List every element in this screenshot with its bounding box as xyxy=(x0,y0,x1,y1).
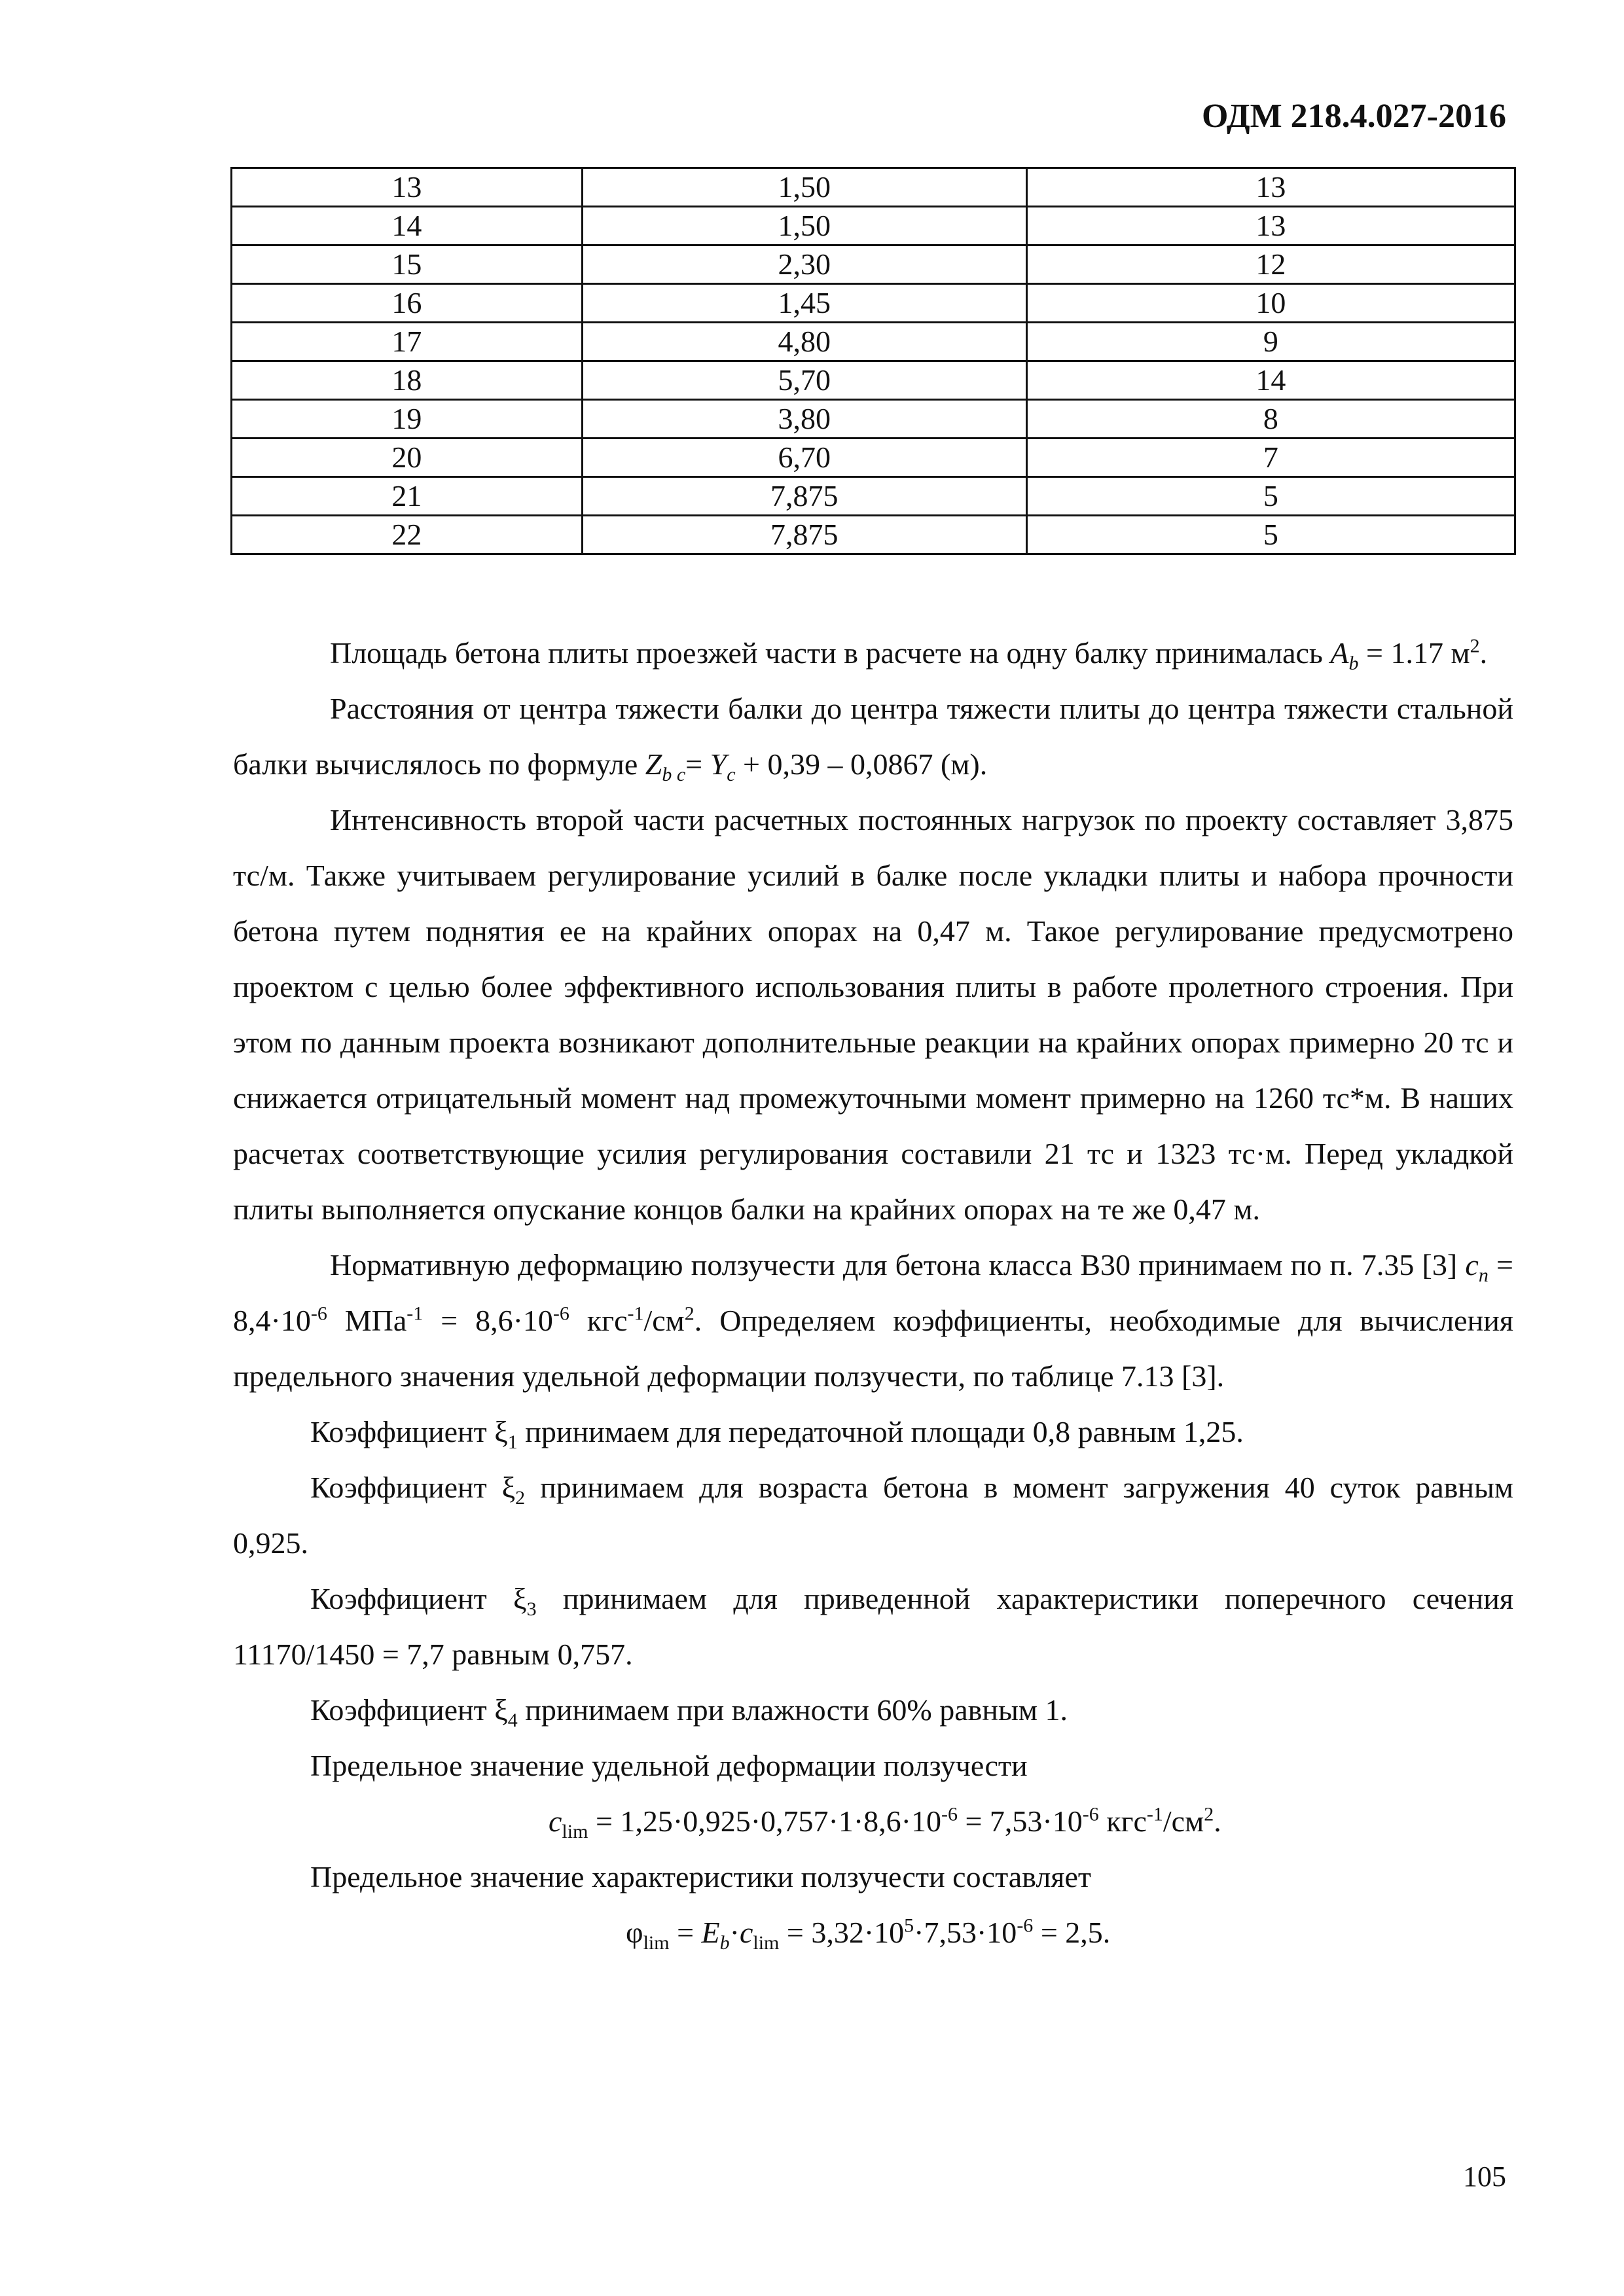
table-cell: 9 xyxy=(1026,323,1515,361)
sup: -1 xyxy=(1146,1803,1163,1825)
text: . Определяем коэффициенты, необходимые для вычисления предельного значения удельной деформации ползучести, по таблице 7.13 [3]. xyxy=(233,1304,1513,1393)
sup: -6 xyxy=(552,1302,569,1325)
table-cell: 21 xyxy=(232,477,583,516)
table-cell: 13 xyxy=(1026,207,1515,245)
text: = 3,32·10 xyxy=(779,1916,905,1949)
sup: 2 xyxy=(684,1302,695,1325)
paragraph-concrete-area xyxy=(233,625,1513,681)
table-cell: 3,80 xyxy=(582,400,1026,439)
table-row xyxy=(232,168,1515,207)
sub: 3 xyxy=(526,1598,537,1621)
table-row xyxy=(232,477,1515,516)
table-cell: 13 xyxy=(1026,168,1515,207)
text: Коэффициент ξ xyxy=(310,1415,508,1448)
data-table xyxy=(230,167,1516,555)
sub: 2 xyxy=(515,1487,526,1509)
sub: n xyxy=(1478,1265,1489,1287)
table-body xyxy=(232,168,1515,554)
table-cell: 10 xyxy=(1026,284,1515,323)
document-code: ОДМ 218.4.027-2016 xyxy=(1201,98,1506,135)
table-cell: 1,50 xyxy=(582,168,1026,207)
table-cell: 19 xyxy=(232,400,583,439)
table-cell: 5,70 xyxy=(582,361,1026,400)
text: . xyxy=(1479,636,1488,670)
sub: lim xyxy=(562,1821,588,1843)
table-cell: 20 xyxy=(232,439,583,477)
table-row xyxy=(232,284,1515,323)
table-cell: 8 xyxy=(1026,400,1515,439)
paragraph-xi1 xyxy=(233,1404,1513,1460)
table-cell: 18 xyxy=(232,361,583,400)
text: = 8,4·10 xyxy=(233,1248,1513,1337)
sup: -6 xyxy=(1082,1803,1099,1825)
var-phi: φ xyxy=(626,1916,643,1949)
paragraph-xi3 xyxy=(233,1571,1513,1682)
table-cell: 13 xyxy=(232,168,583,207)
table-cell: 5 xyxy=(1026,477,1515,516)
table-cell: 17 xyxy=(232,323,583,361)
table-cell: 14 xyxy=(1026,361,1515,400)
sub: b xyxy=(719,1932,730,1954)
paragraph-limit-intro: Предельное значение удельной деформации ползучести xyxy=(310,1749,1028,1782)
sup: 2 xyxy=(1204,1803,1214,1825)
body-text xyxy=(233,625,1513,1960)
paragraph-xi2 xyxy=(233,1460,1513,1571)
var-e: E xyxy=(701,1916,720,1949)
paragraph-creep-deformation xyxy=(233,1237,1513,1404)
sup: -6 xyxy=(310,1302,327,1325)
formula-phi-lim xyxy=(233,1905,1513,1960)
text: · xyxy=(729,1916,740,1949)
text: + 0,39 – 0,0867 (м). xyxy=(735,747,988,781)
table-row xyxy=(232,245,1515,284)
var-y: Y xyxy=(710,747,727,781)
page-number: 105 xyxy=(1463,2161,1506,2193)
paragraph-xi4 xyxy=(233,1682,1513,1738)
sub: lim xyxy=(753,1932,780,1954)
table-cell: 7,875 xyxy=(582,477,1026,516)
table-cell: 7 xyxy=(1026,439,1515,477)
paragraph-distance-formula xyxy=(233,681,1513,792)
text: Коэффициент ξ xyxy=(310,1582,527,1615)
formula-c-lim xyxy=(233,1793,1513,1849)
table-cell: 1,45 xyxy=(582,284,1026,323)
table-row xyxy=(232,323,1515,361)
text: принимаем для приведенной характеристики поперечного сечения 11170/1450 = 7,7 равным 0,757. xyxy=(233,1582,1513,1671)
text: . xyxy=(1214,1804,1221,1838)
table-cell: 6,70 xyxy=(582,439,1026,477)
sup: -1 xyxy=(627,1302,644,1325)
text: кгс xyxy=(1098,1804,1147,1838)
var-z: Z xyxy=(645,747,662,781)
table-cell: 12 xyxy=(1026,245,1515,284)
table-cell: 14 xyxy=(232,207,583,245)
text: Расстояния от центра тяжести балки до центра тяжести плиты до центра тяжести стальной балки вычислялось по формуле xyxy=(233,692,1513,781)
text: /см xyxy=(643,1304,685,1337)
text: МПа xyxy=(327,1304,407,1337)
var-c: c xyxy=(739,1916,753,1949)
table-cell: 16 xyxy=(232,284,583,323)
table-row xyxy=(232,361,1515,400)
text: = 7,53·10 xyxy=(957,1804,1083,1838)
text: = 1.17 м xyxy=(1358,636,1470,670)
sub: b c xyxy=(662,764,686,786)
text: = 8,6·10 xyxy=(423,1304,553,1337)
var-c: c xyxy=(549,1804,562,1838)
table-row xyxy=(232,516,1515,554)
sub: c xyxy=(727,764,736,786)
text: принимаем для передаточной площади 0,8 равным 1,25. xyxy=(517,1415,1244,1448)
paragraph-phi-intro: Предельное значение характеристики ползучести составляет xyxy=(310,1860,1091,1893)
sup: -6 xyxy=(941,1803,958,1825)
sup: -6 xyxy=(1017,1914,1034,1937)
table-cell: 4,80 xyxy=(582,323,1026,361)
text: = 1,25·0,925·0,757·1·8,6·10 xyxy=(588,1804,941,1838)
table-cell: 2,30 xyxy=(582,245,1026,284)
table-row xyxy=(232,439,1515,477)
text: Коэффициент ξ xyxy=(310,1693,508,1727)
sup: 2 xyxy=(1470,635,1480,657)
table-cell: 7,875 xyxy=(582,516,1026,554)
table-row xyxy=(232,400,1515,439)
text: /см xyxy=(1163,1804,1204,1838)
text: Площадь бетона плиты проезжей части в расчете на одну балку принималась xyxy=(330,636,1331,670)
text: кгс xyxy=(569,1304,628,1337)
text: Нормативную деформацию ползучести для бетона класса В30 принимаем по п. 7.35 [3] xyxy=(330,1248,1466,1282)
sub: 4 xyxy=(507,1710,518,1732)
text: = xyxy=(669,1916,702,1949)
text: принимаем для возраста бетона в момент загружения 40 суток равным 0,925. xyxy=(233,1471,1514,1560)
sub: 1 xyxy=(507,1431,518,1454)
var-a: A xyxy=(1330,636,1349,670)
sup: -1 xyxy=(406,1302,424,1325)
text: ·7,53·10 xyxy=(914,1916,1017,1949)
sub: lim xyxy=(643,1932,670,1954)
text: = xyxy=(685,747,710,781)
sup: 5 xyxy=(904,1914,914,1937)
var-c: c xyxy=(1465,1248,1479,1282)
table-cell: 5 xyxy=(1026,516,1515,554)
table-cell: 15 xyxy=(232,245,583,284)
text: = 2,5. xyxy=(1033,1916,1111,1949)
table-cell: 1,50 xyxy=(582,207,1026,245)
table-row xyxy=(232,207,1515,245)
text: принимаем при влажности 60% равным 1. xyxy=(517,1693,1068,1727)
text: Коэффициент ξ xyxy=(310,1471,516,1504)
table-cell: 22 xyxy=(232,516,583,554)
paragraph-load-regulation: Интенсивность второй части расчетных постоянных нагрузок по проекту составляет 3,875 тс/м. Также учитываем регулирование усилий в балке после укладки плиты и набора прочности бетона путем поднятия ее на крайних опорах на 0,47 м. Такое регулирование предусмотрено проектом с целью более эффективного использования плиты в работе пролетного строения. При этом по данным проекта возникают дополнительные реакции на крайних опорах примерно 20 тс и снижается отрицательный момент над промежуточными момент примерно на 1260 тс*м. В наших расчетах соответствующие усилия регулирования составили 21 тс и 1323 тс·м. Перед укладкой плиты выполняется опускание концов балки на крайних опорах на те же 0,47 м. xyxy=(233,803,1513,1226)
sub: b xyxy=(1348,653,1359,675)
